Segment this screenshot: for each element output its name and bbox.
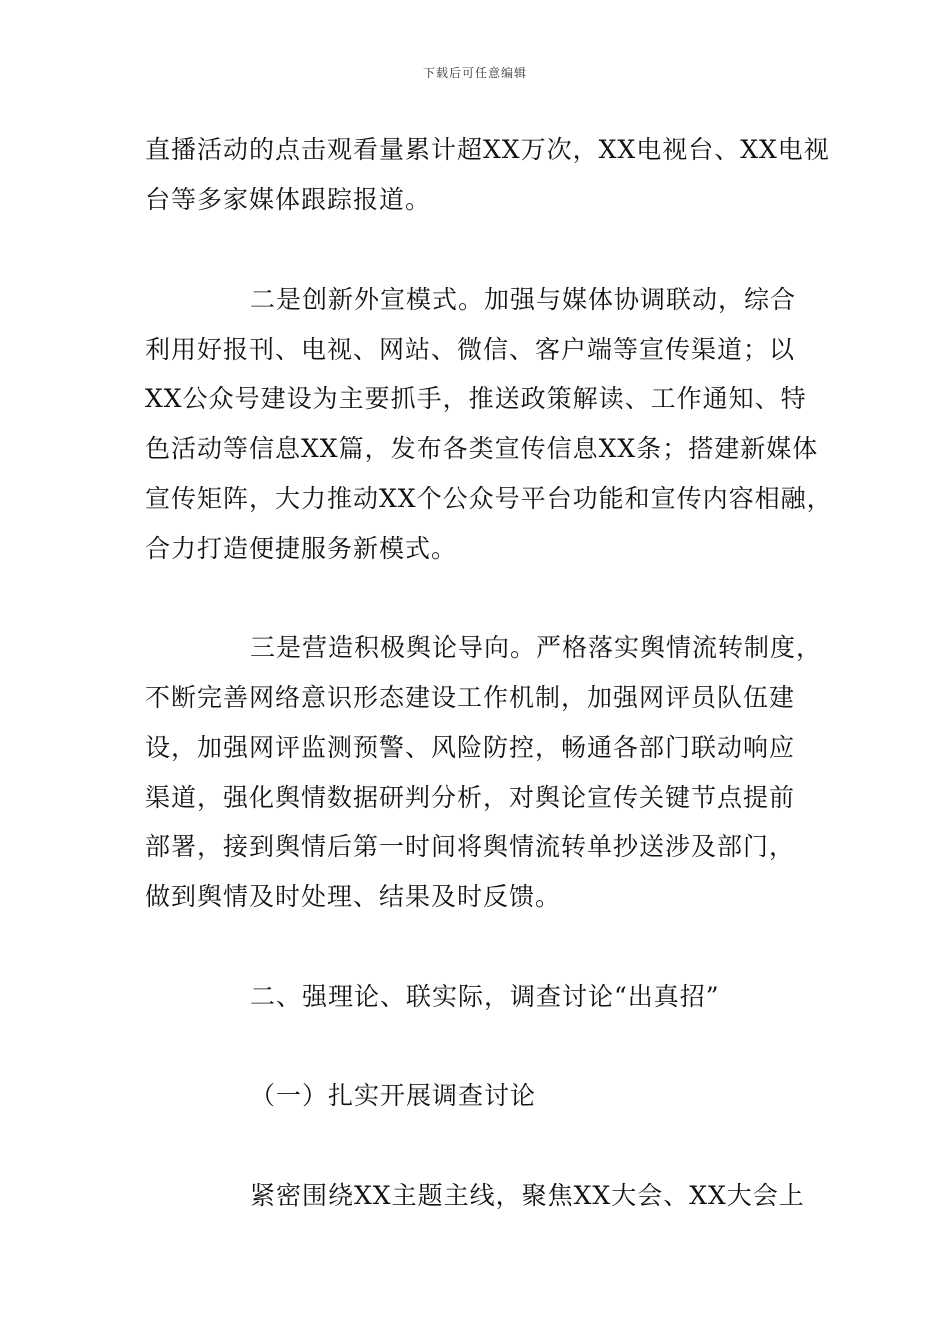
paragraph-line: 紧密围绕XX主题主线，聚焦XX大会、XX大会上 (250, 1181, 805, 1210)
paragraph-line: 色活动等信息XX篇，发布各类宣传信息XX条；搭建新媒体 (145, 434, 819, 463)
paragraph-line: 设，加强网评监测预警、风险防控，畅通各部门联动响应 (145, 733, 796, 762)
paragraph-line: 台等多家媒体跟踪报道。 (145, 185, 432, 214)
paragraph-line: 宣传矩阵，大力推动XX个公众号平台功能和宣传内容相融， (145, 484, 833, 513)
paragraph-line: 不断完善网络意识形态建设工作机制，加强网评员队伍建 (145, 683, 796, 712)
subsection-heading: （一）扎实开展调查讨论 (250, 1081, 537, 1110)
paragraph-line: 利用好报刊、电视、网站、微信、客户端等宣传渠道；以 (145, 335, 796, 364)
section-heading: 二、强理论、联实际，调查讨论“出真招” (250, 982, 720, 1011)
paragraph-line: XX公众号建设为主要抓手，推送政策解读、工作通知、特 (145, 384, 807, 413)
page-header: 下载后可任意编辑 (422, 66, 527, 80)
paragraph-line: 部署，接到舆情后第一时间将舆情流转单抄送涉及部门， (145, 832, 796, 861)
paragraph-line: 直播活动的点击观看量累计超XX万次，XX电视台、XX电视 (145, 135, 830, 164)
paragraph-line: 做到舆情及时处理、结果及时反馈。 (145, 882, 562, 911)
paragraph-line: 渠道，强化舆情数据研判分析，对舆论宣传关键节点提前 (145, 783, 796, 812)
paragraph-line: 合力打造便捷服务新模式。 (145, 534, 458, 563)
paragraph-line: 三是营造积极舆论导向。严格落实舆情流转制度， (250, 633, 823, 662)
paragraph-line: 二是创新外宣模式。加强与媒体协调联动，综合 (250, 285, 797, 314)
